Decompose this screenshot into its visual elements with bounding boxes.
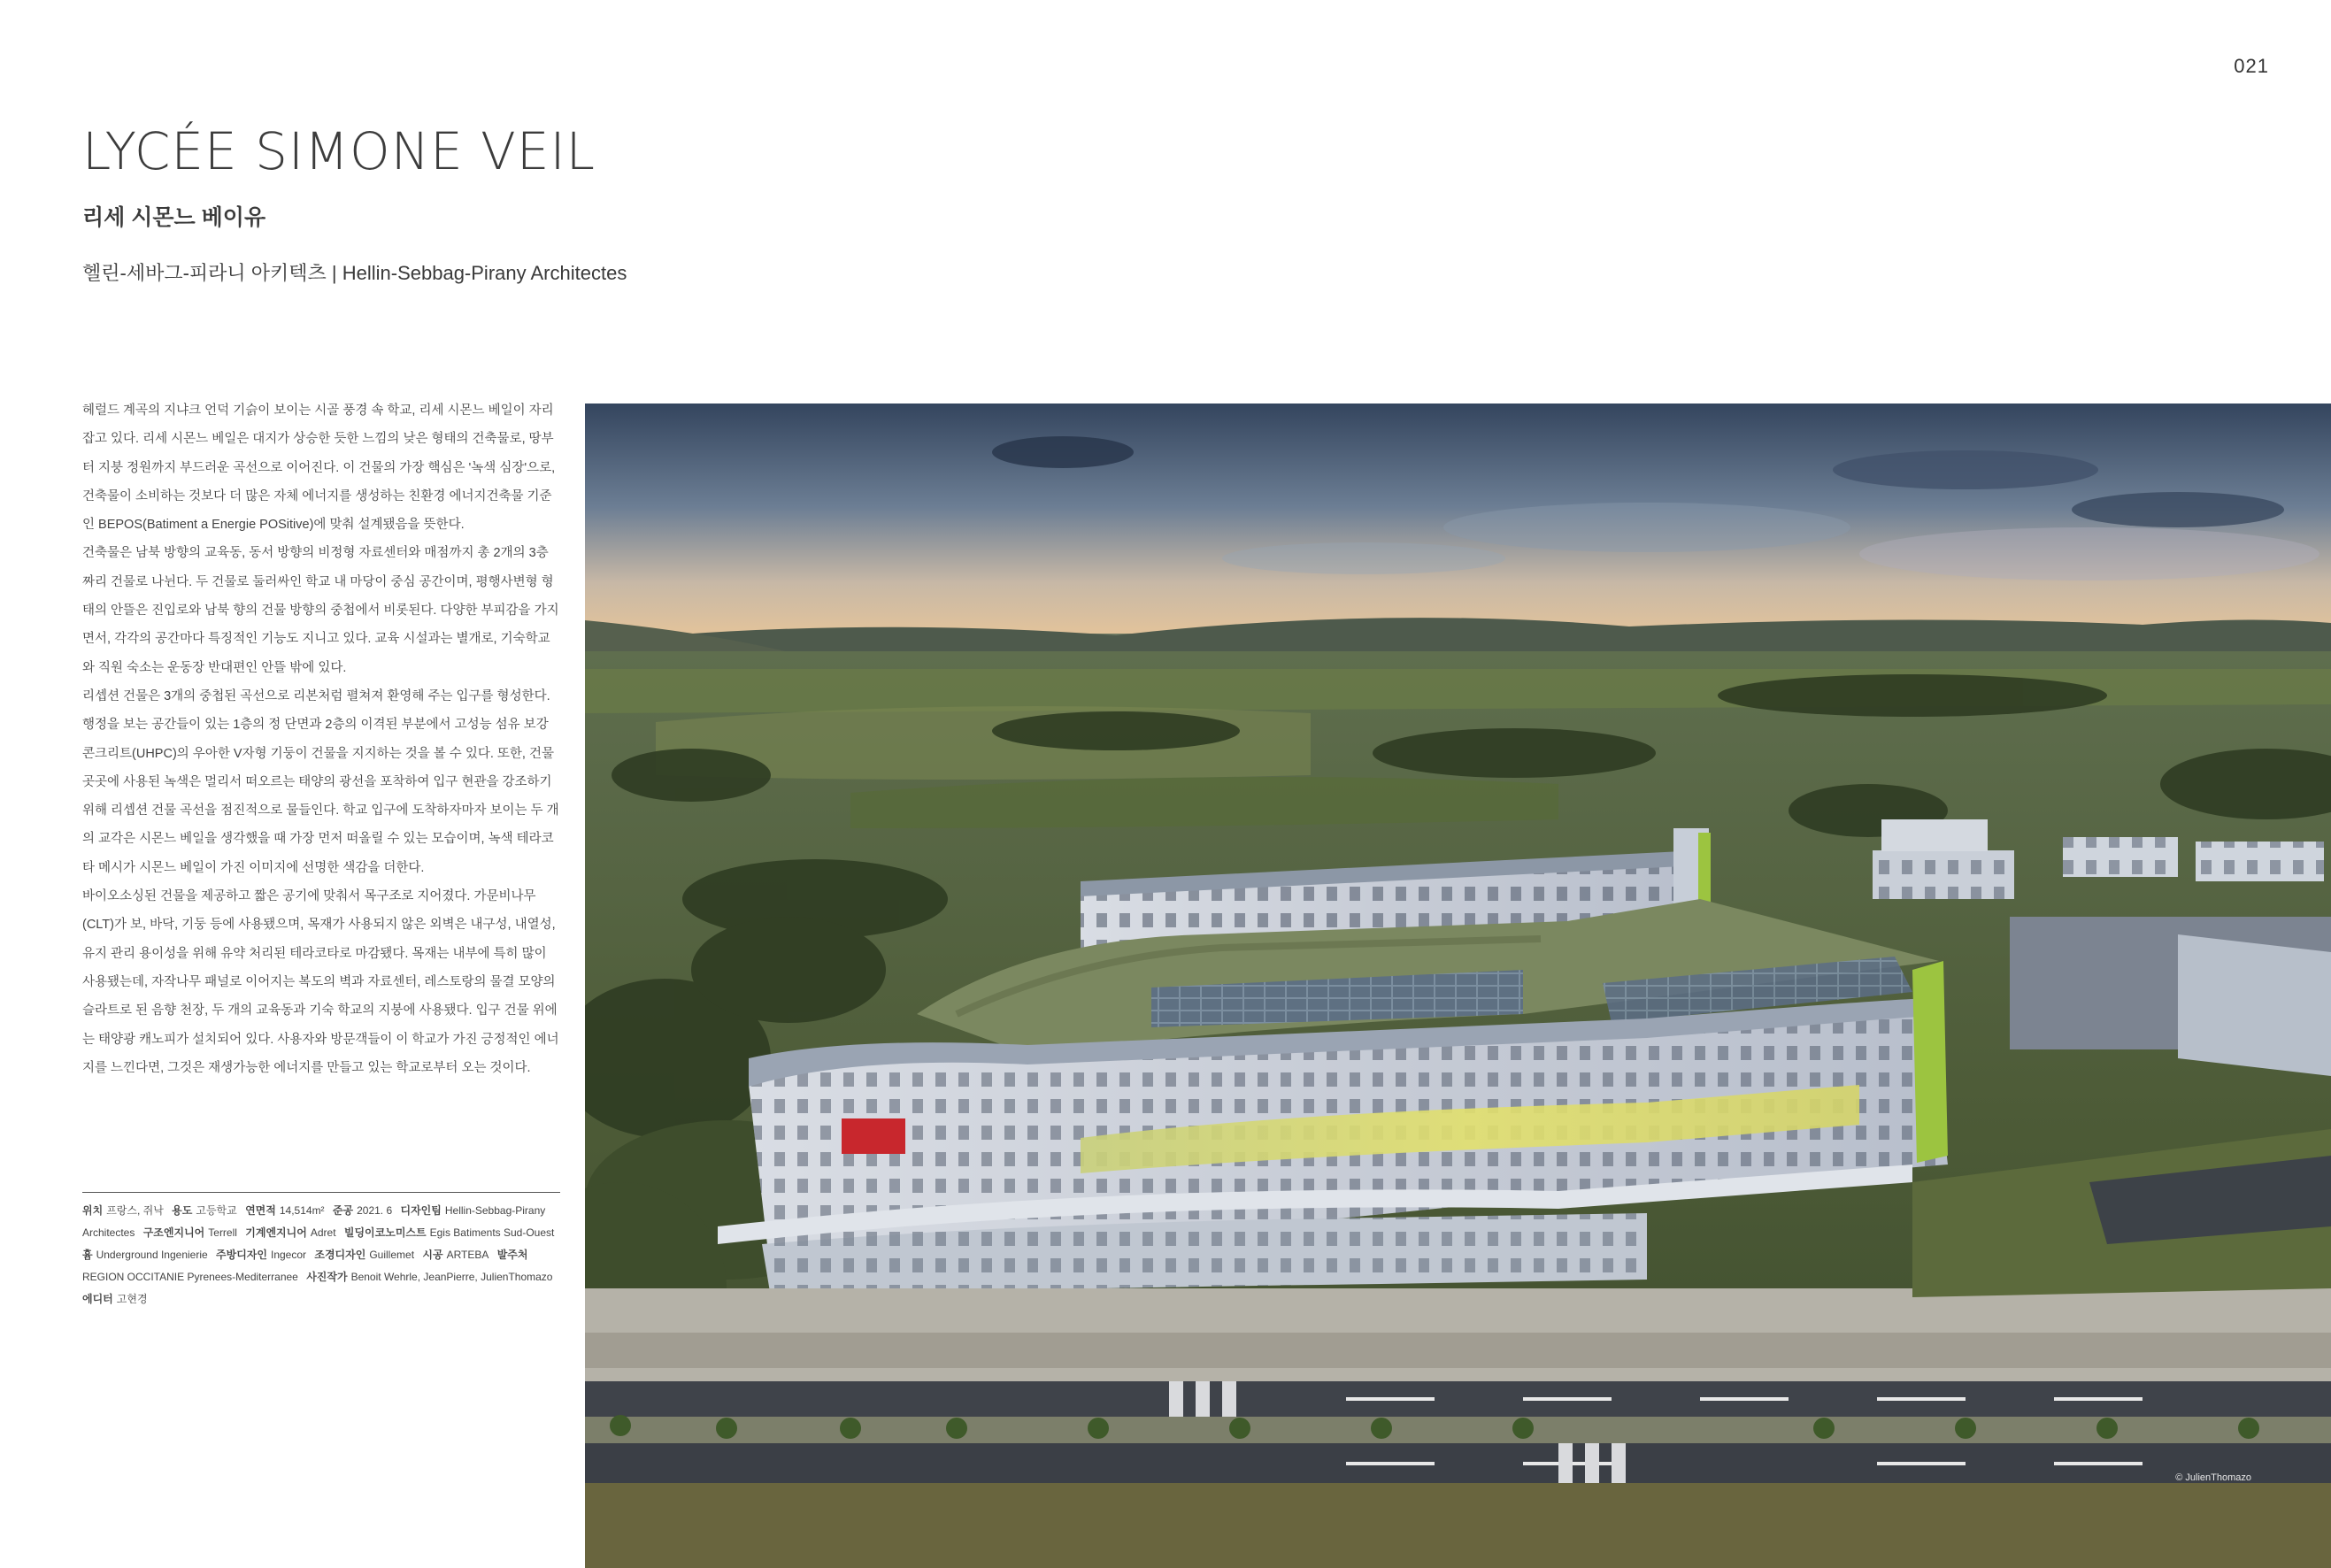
credit-key: 용도 [172, 1204, 193, 1217]
credit-value: Ingecor [271, 1249, 307, 1261]
credit-key: 준공 [332, 1204, 354, 1217]
credit-value: 14,514m² [279, 1204, 325, 1217]
credit-key: 시공 [422, 1249, 443, 1261]
credit-key: 위치 [82, 1204, 104, 1217]
paragraph: 헤럴드 계곡의 지냐크 언덕 기슭이 보이는 시골 풍경 속 학교, 리세 시몬느 베일이 자리 잡고 있다. 리세 시몬느 베일은 대지가 상승한 듯한 느낌의 낮은 형태의 건축물로, 땅부터 지붕 정원까지 부드러운 곡선으로 이어진다. 이 건물의 가장 핵심은 '녹색 심장'으로, 건축물이 소비하는 것보다 더 많은 자체 에너지를 생성하는 친환경 에너지건축물 기준인 BEPOS(Batiment a Energie POSitive)에 맞춰 설계됐음을 뜻한다. [82, 404, 556, 533]
credit-value: Egis Batiments Sud-Ouest [429, 1226, 555, 1239]
credit-item [245, 1204, 324, 1217]
credit-key: 조경디자인 [314, 1249, 366, 1261]
credit-item [314, 1249, 414, 1261]
credit-item [245, 1226, 335, 1239]
credit-value: Hellin-Sebbag-Pirany Architectes [82, 1204, 546, 1239]
credit-item [82, 1249, 208, 1261]
credit-value: Benoit Wehrle, JeanPierre, JulienThomazo [350, 1271, 553, 1283]
credit-key: 주방디자인 [216, 1249, 267, 1261]
credit-value: ARTEBA [446, 1249, 489, 1261]
paragraph: 바이오소싱된 건물을 제공하고 짧은 공기에 맞춰서 목구조로 지어졌다. 가문비나무(CLT)가 보, 바닥, 기둥 등에 사용됐으며, 목재가 사용되지 않은 외벽은 내구성, 내열성, 유지 관리 용이성을 위해 유약 처리된 테라코타로 마감됐다. 목재는 내부에 특히 많이 사용됐는데, 자작나무 패널로 이어지는 복도의 벽과 자료센터, 레스토랑의 물결 모양의 슬라트로 된 음향 천장, 두 개의 교육동과 기숙 학교의 지붕에 사용됐다. 입구 건물 위에는 태양광 캐노피가 설치되어 있다. 사용자와 방문객들이 이 학교가 가진 긍정적인 에너지를 느낀다면, 그것은 재생가능한 에너지를 만들고 있는 학교로부터 오는 것이다. [82, 889, 559, 1075]
credit-value: 고현경 [116, 1293, 148, 1305]
architect-line: 헬린-세바그-피라니 아키텍츠 | Hellin-Sebbag-Pirany Architectes [82, 262, 627, 284]
credit-value: 고등학교 [196, 1204, 237, 1217]
photo-credit: © JulienThomazo [2175, 1472, 2251, 1483]
credit-value: REGION OCCITANIE Pyrenees-Mediterranee [82, 1271, 298, 1283]
page-title: LYCÉE SIMONE VEIL [82, 121, 596, 181]
credit-value: Guillemet [369, 1249, 415, 1261]
credit-key: 흄 [82, 1249, 93, 1261]
paragraph: 리셉션 건물은 3개의 중첩된 곡선으로 리본처럼 펼쳐져 환영해 주는 입구를 형성한다. 행정을 보는 공간들이 있는 1층의 정 단면과 2층의 이격된 부분에서 고성능 섬유 보강 콘크리트(UHPC)의 우아한 V자형 기둥이 건물을 지지하는 것을 볼 수 있다. 또한, 건물 곳곳에 사용된 녹색은 멀리서 떠오르는 태양의 광선을 포착하여 입구 현관을 강조하기 위해 리셉션 건물 곡선을 점진적으로 물들인다. 학교 입구에 도착하자마자 보이는 두 개의 교각은 시몬느 베일을 생각했을 때 가장 먼저 떠올릴 수 있는 모습이며, 녹색 테라코타 메시가 시몬느 베일이 가진 이미지에 선명한 색감을 더한다. [82, 688, 559, 875]
credit-item [344, 1226, 554, 1239]
credit-value: Underground Ingenierie [96, 1249, 208, 1261]
project-credits [82, 1200, 565, 1311]
korean-subtitle: 리세 시몬느 베이유 [82, 205, 266, 230]
credit-item [333, 1204, 392, 1217]
building-photo [585, 404, 2331, 1568]
credit-value: Terrell [208, 1226, 237, 1239]
credit-item [143, 1226, 237, 1239]
credit-key: 에디터 [82, 1293, 113, 1305]
credit-key: 연면적 [245, 1204, 276, 1217]
credit-item [422, 1249, 489, 1261]
credit-key: 사진작가 [306, 1271, 348, 1283]
credit-item [216, 1249, 306, 1261]
credit-item [82, 1293, 148, 1305]
credits-divider [82, 1192, 560, 1193]
page-number: 021 [2234, 55, 2269, 77]
credit-key: 빌딩이코노미스트 [343, 1226, 427, 1239]
credit-item [172, 1204, 237, 1217]
credit-item [306, 1271, 552, 1283]
credit-item [82, 1204, 164, 1217]
credit-key: 디자인팀 [400, 1204, 442, 1217]
credit-value: 2021. 6 [357, 1204, 393, 1217]
article-body [82, 396, 560, 1082]
paragraph: 건축물은 남북 방향의 교육동, 동서 방향의 비정형 자료센터와 매점까지 총 2개의 3층짜리 건물로 나뉜다. 두 건물로 둘러싸인 학교 내 마당이 중심 공간이며, 평행사변형 형태의 안뜰은 진입로와 남북 향의 건물 방향의 중첩에서 비롯된다. 다양한 부피감을 가지면서, 각각의 공간마다 특징적인 기능도 지니고 있다. 교육 시설과는 별개로, 기숙학교와 직원 숙소는 운동장 반대편인 안뜰 밖에 있다. [82, 546, 559, 675]
credit-key: 구조엔지니어 [142, 1226, 205, 1239]
credit-value: Adret [310, 1226, 336, 1239]
aerial-photo-illustration [585, 404, 2331, 1568]
credit-key: 발주처 [496, 1249, 528, 1261]
credit-value: 프랑스, 쥐낙 [106, 1204, 164, 1217]
credit-key: 기계엔지니어 [245, 1226, 307, 1239]
